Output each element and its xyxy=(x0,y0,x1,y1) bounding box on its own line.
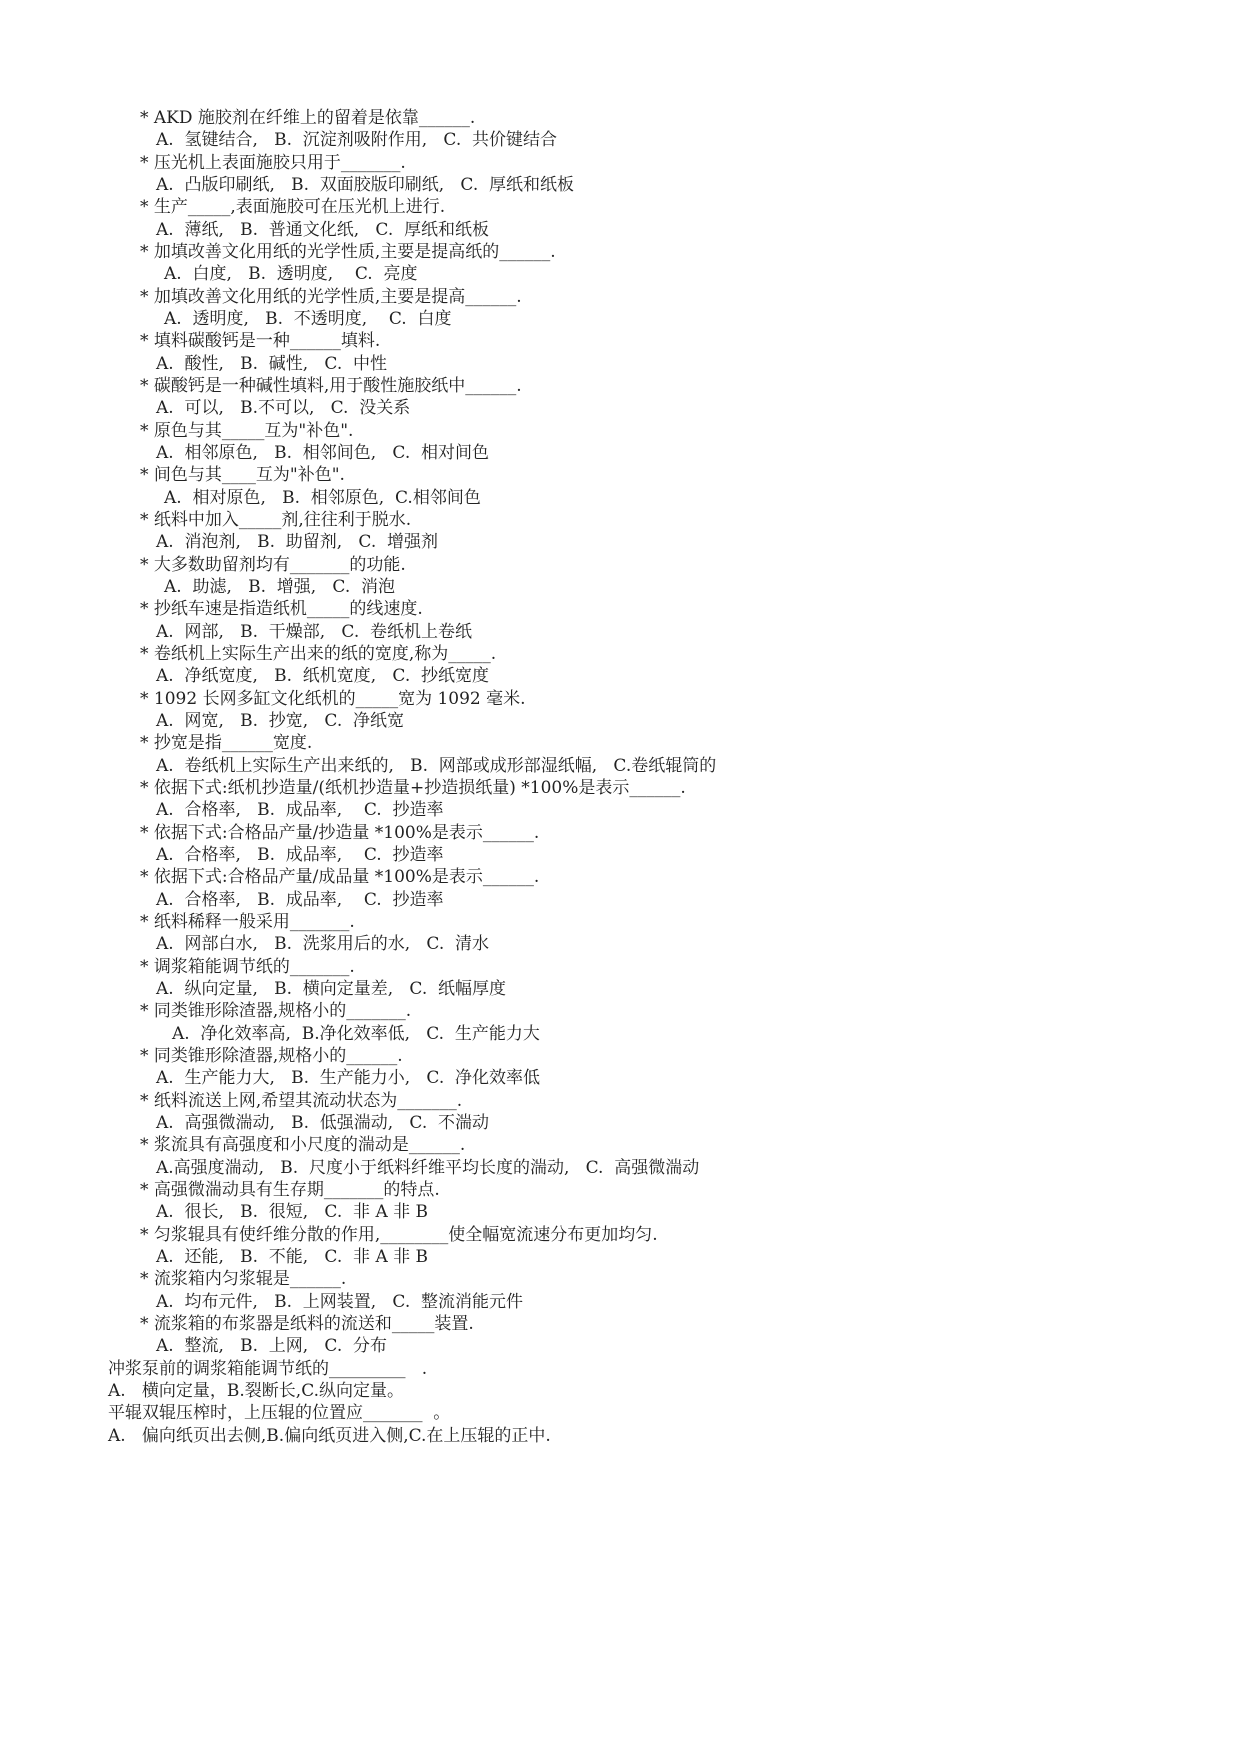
question-line: 平辊双辊压榨时，上压辊的位置应_______ 。 xyxy=(108,1403,451,1423)
options-line: A. 合格率, B. 成品率, C. 抄造率 xyxy=(156,890,444,910)
options-line: A. 网宽, B. 抄宽, C. 净纸宽 xyxy=(156,711,405,731)
options-line: A. 白度, B. 透明度, C. 亮度 xyxy=(164,264,418,284)
question-line: * 纸料流送上网,希望其流动状态为_______. xyxy=(140,1091,463,1111)
question-line: * 高强微湍动具有生存期_______的特点. xyxy=(140,1180,440,1200)
options-line: A. 横向定量，B.裂断长,C.纵向定量。 xyxy=(108,1381,404,1401)
question-line: * 同类锥形除渣器,规格小的______. xyxy=(140,1046,403,1066)
question-line: * 大多数助留剂均有_______的功能. xyxy=(140,555,406,575)
options-line: A. 均布元件, B. 上网装置, C. 整流消能元件 xyxy=(156,1292,524,1312)
question-line: * 原色与其_____互为"补色". xyxy=(140,421,354,441)
options-line: A. 高强微湍动, B. 低强湍动, C. 不湍动 xyxy=(156,1113,490,1133)
options-line: A. 生产能力大, B. 生产能力小, C. 净化效率低 xyxy=(156,1068,541,1088)
options-line: A. 网部白水, B. 洗浆用后的水, C. 清水 xyxy=(156,934,490,954)
question-line: * 浆流具有高强度和小尺度的湍动是______. xyxy=(140,1135,466,1155)
question-line: * 匀浆辊具有使纤维分散的作用,________使全幅宽流速分布更加均匀. xyxy=(140,1225,658,1245)
question-line: * 依据下式:合格品产量/抄造量 *100%是表示______. xyxy=(140,823,540,843)
question-line: * 填料碳酸钙是一种______填料. xyxy=(140,331,381,351)
options-line: A. 纵向定量, B. 横向定量差, C. 纸幅厚度 xyxy=(156,979,507,999)
options-line: A. 凸版印刷纸, B. 双面胶版印刷纸, C. 厚纸和纸板 xyxy=(156,175,575,195)
question-line: * 压光机上表面施胶只用于_______. xyxy=(140,153,406,173)
options-line: A.高强度湍动, B. 尺度小于纸料纤维平均长度的湍动, C. 高强微湍动 xyxy=(156,1158,700,1178)
question-line: * 卷纸机上实际生产出来的纸的宽度,称为_____. xyxy=(140,644,497,664)
question-line: * 同类锥形除渣器,规格小的_______. xyxy=(140,1001,412,1021)
options-line: A. 网部, B. 干燥部, C. 卷纸机上卷纸 xyxy=(156,622,473,642)
options-line: A. 相对原色, B. 相邻原色, C.相邻间色 xyxy=(164,488,481,508)
options-line: A. 酸性, B. 碱性, C. 中性 xyxy=(156,354,388,374)
options-line: A. 净纸宽度, B. 纸机宽度, C. 抄纸宽度 xyxy=(156,666,490,686)
question-line: * 调浆箱能调节纸的_______. xyxy=(140,957,355,977)
question-line: * 加填改善文化用纸的光学性质,主要是提高纸的______. xyxy=(140,242,556,262)
question-line: * AKD 施胶剂在纤维上的留着是依靠______. xyxy=(140,108,476,128)
options-line: A. 还能, B. 不能, C. 非 A 非 B xyxy=(156,1247,429,1267)
options-line: A. 可以, B.不可以, C. 没关系 xyxy=(156,398,411,418)
options-line: A. 氢键结合, B. 沉淀剂吸附作用, C. 共价键结合 xyxy=(156,130,558,150)
options-line: A. 卷纸机上实际生产出来纸的, B. 网部或成形部湿纸幅, C.卷纸辊筒的 xyxy=(156,756,717,776)
question-line: * 依据下式:合格品产量/成品量 *100%是表示______. xyxy=(140,867,540,887)
question-line: * 抄宽是指______宽度. xyxy=(140,733,313,753)
question-line: * 依据下式:纸机抄造量/(纸机抄造量+抄造损纸量) *100%是表示______. xyxy=(140,778,686,798)
options-line: A. 净化效率高, B.净化效率低, C. 生产能力大 xyxy=(172,1024,540,1044)
options-line: A. 整流, B. 上网, C. 分布 xyxy=(156,1336,388,1356)
options-line: A. 相邻原色, B. 相邻间色, C. 相对间色 xyxy=(156,443,490,463)
question-line: * 生产_____,表面施胶可在压光机上进行. xyxy=(140,197,446,217)
options-line: A. 透明度, B. 不透明度, C. 白度 xyxy=(164,309,452,329)
question-line: * 流浆箱的布浆器是纸料的流送和_____装置. xyxy=(140,1314,474,1334)
question-line: * 间色与其____互为"补色". xyxy=(140,465,345,485)
options-line: A. 偏向纸页出去侧,B.偏向纸页进入侧,C.在上压辊的正中. xyxy=(108,1426,551,1446)
question-line: * 流浆箱内匀浆辊是______. xyxy=(140,1269,347,1289)
options-line: A. 很长, B. 很短, C. 非 A 非 B xyxy=(156,1202,429,1222)
options-line: A. 薄纸, B. 普通文化纸, C. 厚纸和纸板 xyxy=(156,220,490,240)
question-line: 冲浆泵前的调浆箱能调节纸的_________ . xyxy=(108,1359,428,1379)
options-line: A. 合格率, B. 成品率, C. 抄造率 xyxy=(156,845,444,865)
options-line: A. 助滤, B. 增强, C. 消泡 xyxy=(164,577,396,597)
question-line: * 纸料稀释一般采用_______. xyxy=(140,912,355,932)
question-line: * 抄纸车速是指造纸机_____的线速度. xyxy=(140,599,423,619)
options-line: A. 消泡剂, B. 助留剂, C. 增强剂 xyxy=(156,532,439,552)
question-line: * 碳酸钙是一种碱性填料,用于酸性施胶纸中______. xyxy=(140,376,522,396)
options-line: A. 合格率, B. 成品率, C. 抄造率 xyxy=(156,800,444,820)
question-line: * 加填改善文化用纸的光学性质,主要是提高______. xyxy=(140,287,522,307)
question-line: * 纸料中加入_____剂,往往利于脱水. xyxy=(140,510,412,530)
question-line: * 1092 长网多缸文化纸机的_____宽为 1092 毫米. xyxy=(140,689,526,709)
